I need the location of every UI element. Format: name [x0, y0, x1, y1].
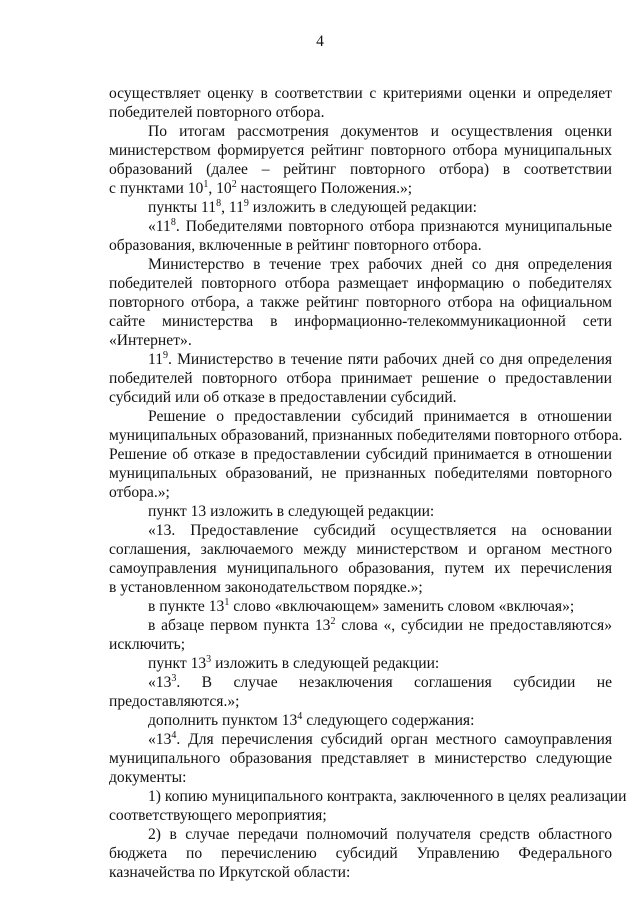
text-line: муниципальных образований, признанных победителями повторного отбора.	[109, 427, 623, 444]
text-line: пункт $13^3$ изложить в следующей редакции:	[148, 654, 440, 672]
text-line: $11^9$. Министерство в течение пяти рабочих дней со дня определения	[148, 350, 612, 368]
text-line: министерством формируется рейтинг повторного отбора муниципальных	[109, 142, 612, 159]
text-line: дополнить пунктом $13^4$ следующего содержания:	[148, 711, 475, 729]
text-line: пункт 13 изложить в следующей редакции:	[148, 503, 435, 520]
text-line: повторного отбора, а также рейтинг повторного отбора на официальном	[109, 294, 612, 311]
text-line: муниципального образования представляет в министерство следующие	[109, 750, 612, 767]
text-line: 2) в случае передачи полномочий получателя средств областного	[148, 826, 612, 843]
text-line: 1) копию муниципального контракта, заключенного в целях реализации	[148, 788, 627, 805]
text-line: Решение об отказе в предоставлении субсидий принимается в отношении	[109, 446, 612, 463]
text-line: соответствующего мероприятия;	[109, 807, 327, 824]
text-line: победителей повторного отбора размещает информацию о победителях	[109, 275, 612, 292]
text-line: отбора.»;	[109, 484, 170, 501]
text-line: Министерство в течение трех рабочих дней со дня определения	[148, 256, 612, 273]
text-line: в установленном законодательством порядке.»;	[109, 579, 423, 596]
text-line: муниципальных образований, не признанных победителями повторного	[109, 465, 612, 482]
text-line: бюджета по перечислению субсидий Управлению Федерального	[109, 845, 612, 862]
text-line: исключить;	[109, 636, 186, 653]
text-line: образования, включенные в рейтинг повторного отбора.	[109, 237, 482, 254]
text-line: казначейства по Иркутской области:	[109, 864, 351, 881]
text-line: самоуправления муниципального образования, путем их перечисления	[109, 560, 612, 577]
text-line: в пункте $13^1$ слово «включающем» заменить словом «включая»;	[148, 597, 575, 615]
text-line: сайте министерства в информационно-телекоммуникационной сети	[109, 313, 612, 330]
text-line: в абзаце первом пункта $13^2$ слова «, субсидии не предоставляются»	[148, 616, 612, 634]
text-line: «$13^3$. В случае незаключения соглашения субсидии не	[148, 673, 612, 691]
text-line: субсидий или об отказе в предоставлении субсидий.	[109, 389, 457, 406]
text-line: предоставляются.»;	[109, 693, 240, 710]
text-line: «$13^4$. Для перечисления субсидий орган местного самоуправления	[148, 730, 612, 748]
text-line: победителей повторного отбора принимает решение о предоставлении	[109, 370, 612, 387]
text-line: пункты $11^8$, $11^9$ изложить в следующей редакции:	[148, 198, 477, 216]
text-line: соглашения, заключаемого между министерством и органом местного	[109, 541, 612, 558]
text-line: По итогам рассмотрения документов и осуществления оценки	[148, 123, 612, 140]
page-number: 4	[316, 33, 324, 50]
text-line: Решение о предоставлении субсидий принимается в отношении	[148, 408, 612, 425]
text-line: документы:	[109, 769, 187, 786]
text-line: «13. Предоставление субсидий осуществляется на основании	[148, 522, 612, 539]
text-line: образований (далее – рейтинг повторного отбора) в соответствии	[109, 161, 612, 178]
text-line: осуществляет оценку в соответствии с критериями оценки и определяет	[109, 85, 612, 102]
text-line: «$11^8$. Победителями повторного отбора признаются муниципальные	[148, 217, 612, 235]
text-line: «Интернет».	[109, 332, 192, 349]
text-line: победителей повторного отбора.	[109, 104, 325, 121]
text-line: с пунктами $10^1$, $10^2$ настоящего Положения.»;	[109, 179, 413, 197]
